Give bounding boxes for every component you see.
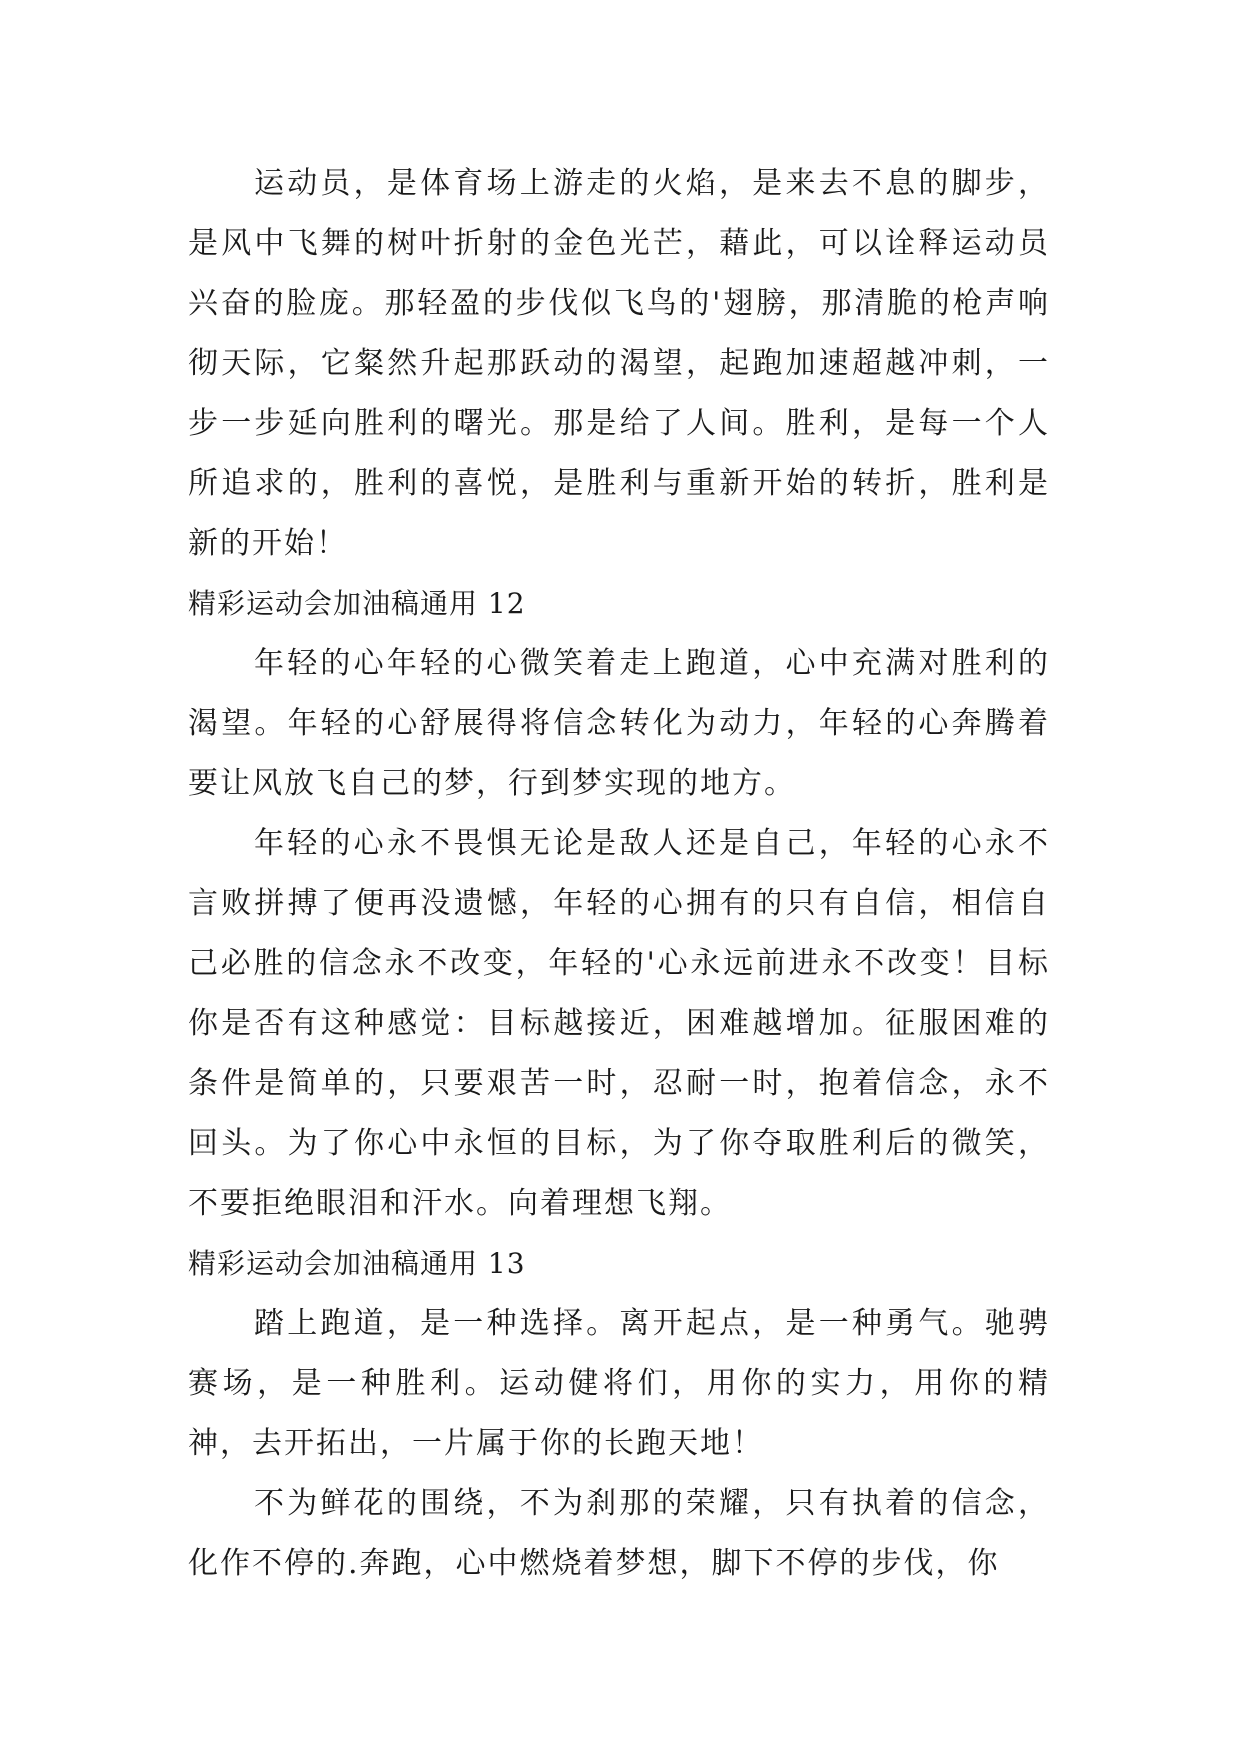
paragraph: 不为鲜花的围绕，不为刹那的荣耀，只有执着的信念，化作不停的.奔跑，心中燃烧着梦想，脚下不停的步伐，你 — [188, 1486, 1050, 1581]
section-heading: 精彩运动会加油稿通用 13 — [188, 1247, 526, 1280]
paragraph: 年轻的心年轻的心微笑着走上跑道，心中充满对胜利的渴望。年轻的心舒展得将信念转化为动力，年轻的心奔腾着要让风放飞自己的梦，行到梦实现的地方。 — [188, 646, 1050, 801]
section-heading: 精彩运动会加油稿通用 12 — [188, 587, 526, 620]
paragraph: 踏上跑道，是一种选择。离开起点，是一种勇气。驰骋赛场，是一种胜利。运动健将们，用你的实力，用你的精神，去开拓出，一片属于你的长跑天地！ — [188, 1306, 1050, 1461]
paragraph: 运动员，是体育场上游走的火焰，是来去不息的脚步，是风中飞舞的树叶折射的金色光芒，藉此，可以诠释运动员兴奋的脸庞。那轻盈的步伐似飞鸟的'翅膀，那清脆的枪声响彻天际，它粲然升起那跃动的渴望，起跑加速超越冲刺，一步一步延向胜利的曙光。那是给了人间。胜利，是每一个人所追求的，胜利的喜悦，是胜利与重新开始的转折，胜利是新的开始！ — [188, 166, 1050, 561]
document-body — [188, 154, 1050, 1594]
paragraph: 年轻的心永不畏惧无论是敌人还是自己，年轻的心永不言败拼搏了便再没遗憾，年轻的心拥有的只有自信，相信自己必胜的信念永不改变，年轻的'心永远前进永不改变！目标你是否有这种感觉：目标越接近，困难越增加。征服困难的条件是简单的，只要艰苦一时，忍耐一时，抱着信念，永不回头。为了你心中永恒的目标，为了你夺取胜利后的微笑，不要拒绝眼泪和汗水。向着理想飞翔。 — [188, 826, 1050, 1221]
